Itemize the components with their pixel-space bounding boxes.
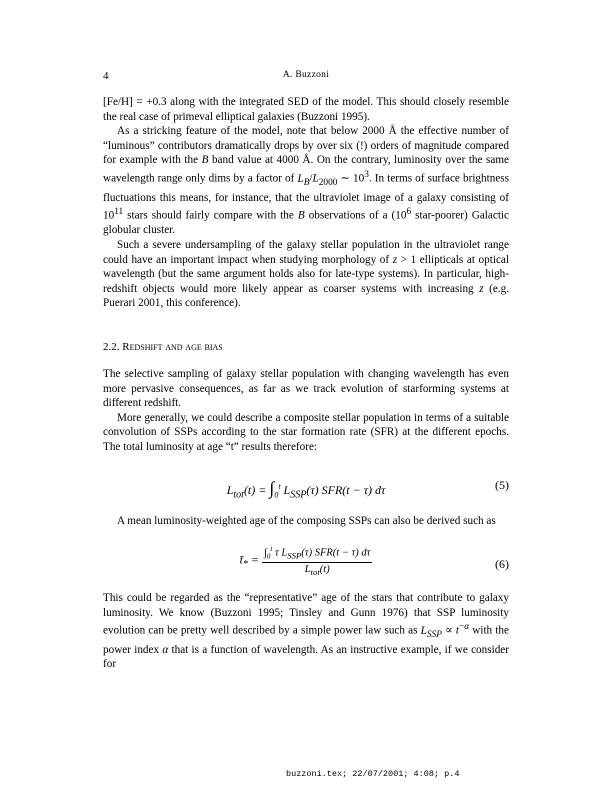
equation-6-body: $t̄_*$ = $\frac{\int_0^t \tau L_{SSP}(\tau) SFR(t - \tau) d\tau}{L_{tot}(t)}$ [239,545,371,577]
page-number: 4 [103,70,109,82]
body-block-3 [103,514,509,529]
body-block-1 [103,95,509,311]
paragraph-3: Such a severe undersampling of the galaxy stellar population in the ultraviolet range could have an important impact when studying morphology of z > 1 ellipticals at optical wavelength (but the same argument holds also for late-type systems). In particular, high-redshift objects would more likely appear as coarser systems with increasing z (e.g. Puerari 2001, this conference). [103,239,509,310]
equation-6-number: (6) [495,557,509,571]
section-number: 2.2. [103,341,120,353]
paragraph-4: The selective sampling of galaxy stellar population with changing wavelength has even more pervasive consequences, as far as we track evolution of starforming systems at different redshift. [103,368,509,410]
equation-5-number: (5) [495,478,509,492]
paragraph-1: [Fe/H] = +0.3 along with the integrated SED of the model. This should closely resemble the real case of primeval elliptical galaxies (Buzzoni 1995). [103,96,509,123]
paragraph-7: This could be regarded as the “representative” age of the stars that contribute to galaxy luminosity. We know (Buzzoni 1995; Tinsley and Gunn 1976) that SSP luminosity evolution can be pretty well described by a simple power law such as $L_{SSP} \propto t^{-\alpha}$ with the power index α that is a function of wavelength. As an instructive example, if we consider for [103,592,509,671]
paragraph-6: A mean luminosity-weighted age of the composing SSPs can also be derived such as [117,515,496,527]
body-block-2 [103,367,509,455]
body-block-4 [103,591,509,672]
footer-stamp: buzzoni.tex; 22/07/2001; 4:08; p.4 [286,769,460,779]
equation-5 [103,470,509,510]
paragraph-2: As a stricking feature of the model, note that below 2000 Å the effective number of “luminous” contributors dramatically drops by over six (!) orders of magnitude compared for example with the B band value at 4000 Å. On the contrary, luminosity over the same wavelength range only dims by a factor of $L_B/L_{2000}$ ∼ $10^3$. In terms of surface brightness fluctuations this means, for instance, that the ultraviolet image of a galaxy consisting of $10^{11}$ stars should fairly compare with the B observations of a ($10^6$ star-poorer) Galactic globular cluster. [103,125,510,237]
running-author: A. Buzzoni [282,70,330,80]
equation-6 [103,545,509,585]
equation-6-fraction: $\frac{\int_0^t \tau L_{SSP}(\tau) SFR(t - \tau) d\tau}{L_{tot}(t)}$ [264,545,371,577]
section-title: Redshift and age bias [122,341,223,353]
equation-5-body: $L_{tot}(t) = \int_0^t$ $L_{SSP}(\tau) SFR(t - \tau)$ dτ [226,478,386,501]
paragraph-5: More generally, we could describe a composite stellar population in terms of a suitable convolution of SSPs according to the star formation rate (SFR) at the different epochs. The total luminosity at age “t” results therefore: [103,411,509,453]
section-heading [103,341,509,353]
